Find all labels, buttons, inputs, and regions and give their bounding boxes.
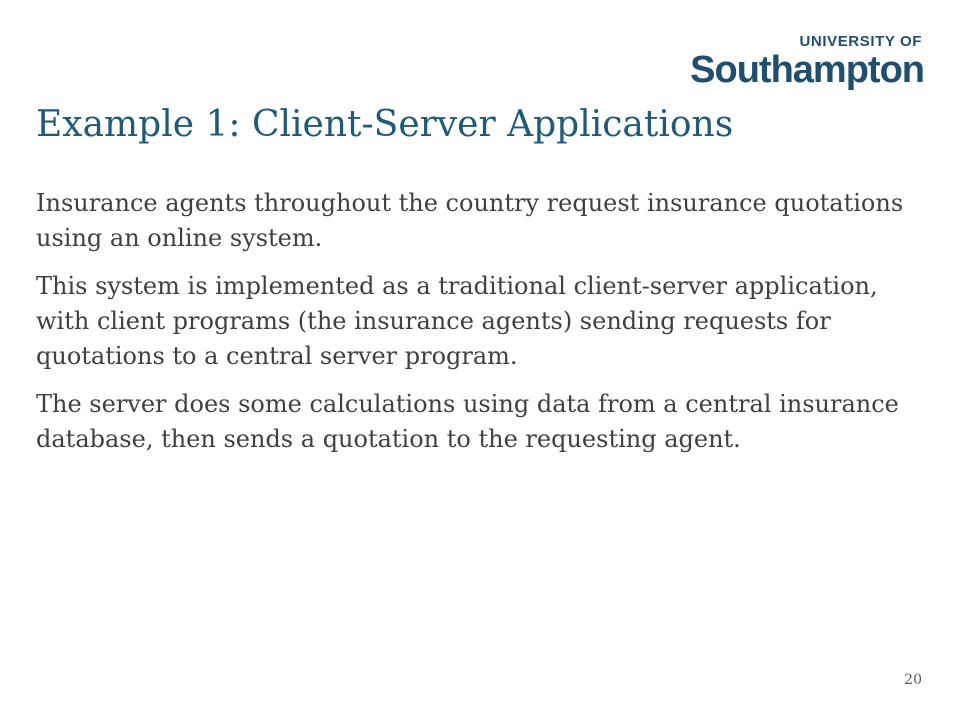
paragraph-1: Insurance agents throughout the country request insurance quotations using an online system. [36,189,904,252]
slide-body [36,186,906,470]
paragraph-2: This system is implemented as a traditional client-server application, with client programs (the insurance agents) sending requests for quotations to a central server program. [36,272,878,370]
slide-title: Example 1: Client-Server Applications [36,104,734,145]
page-number: 20 [904,672,922,688]
university-logo [690,34,924,89]
logo-main-text: Southampton [690,49,924,91]
logo-top-text: UNIVERSITY OF [799,33,922,50]
paragraph-3: The server does some calculations using data from a central insurance database, then sends a quotation to the requesting agent. [36,390,899,453]
